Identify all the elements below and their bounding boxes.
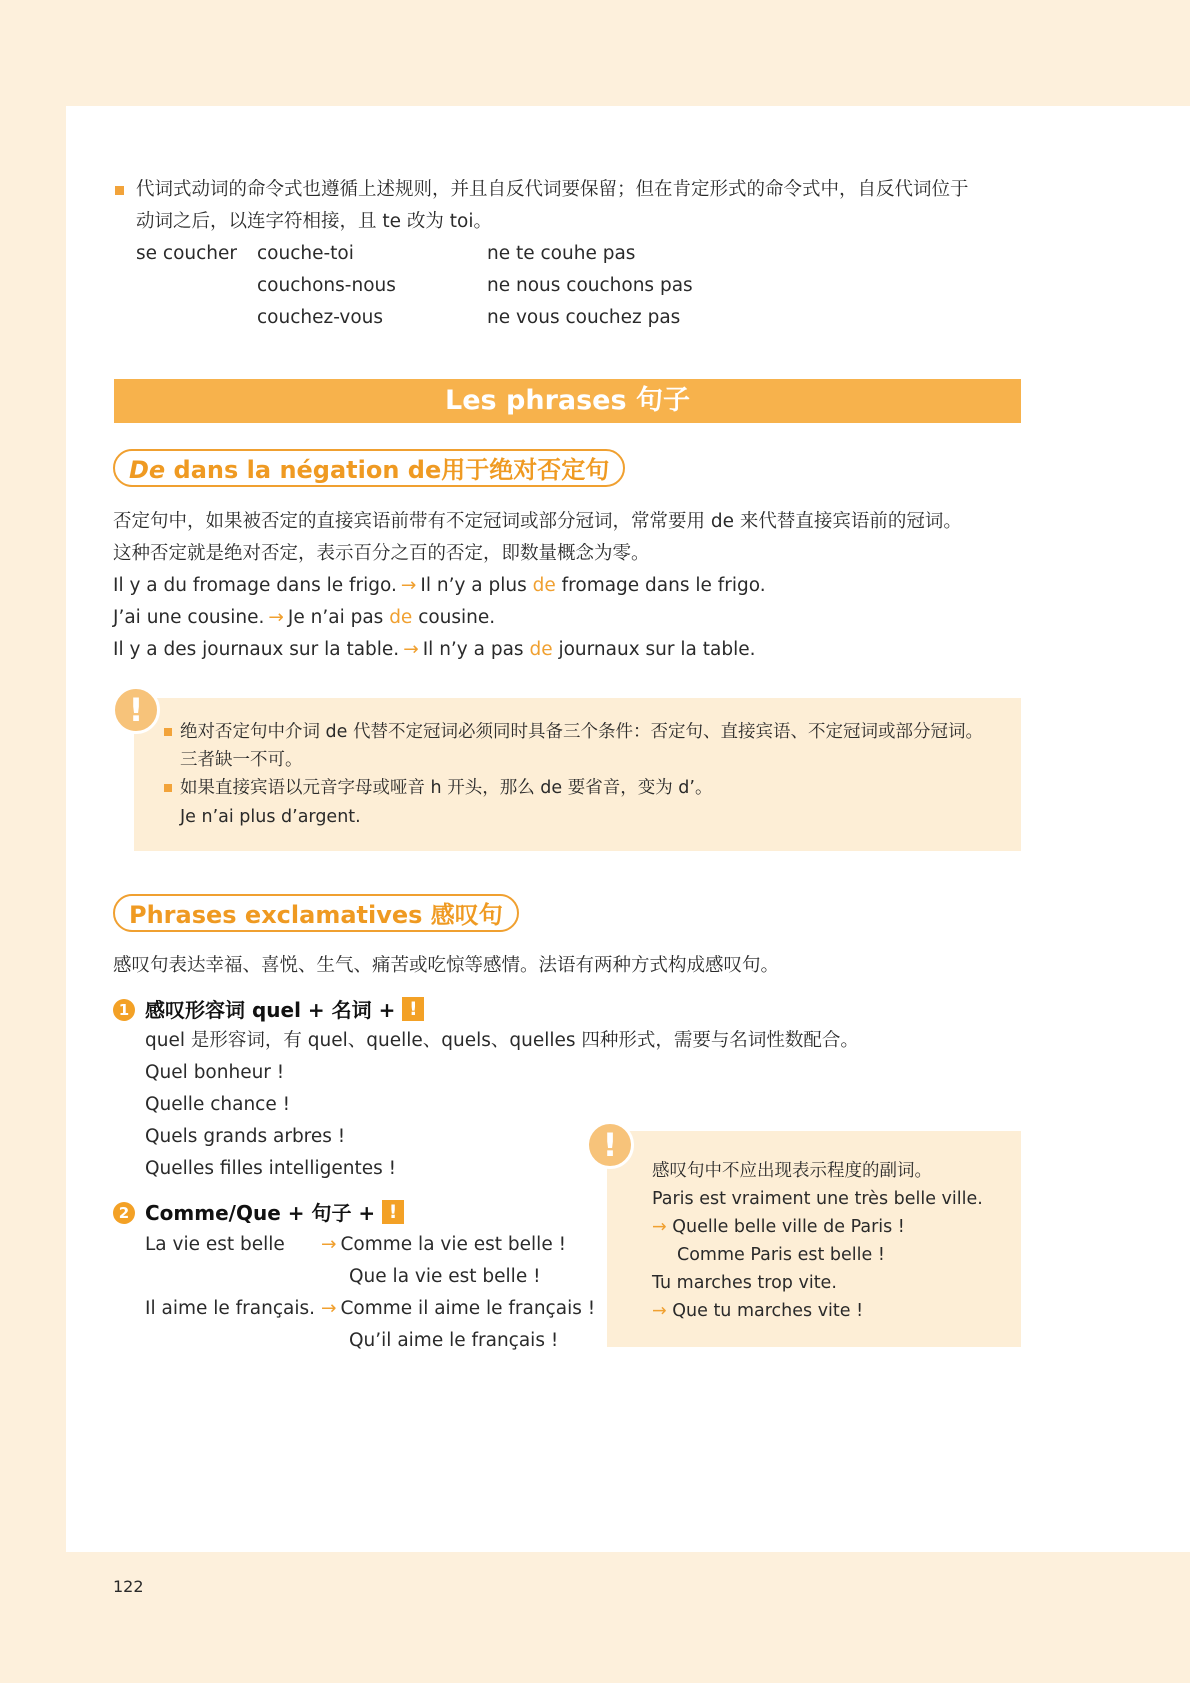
note2-line3-text: Quelle belle ville de Paris ! [672,1217,905,1237]
bullet-square-icon [164,784,172,792]
example-pre: Je n’ai pas [287,607,390,628]
exclamatives-intro: 感叹句表达幸福、喜悦、生气、痛苦或吃惊等感情。法语有两种方式构成感叹句。 [113,955,780,976]
note-bullet-1-line2: 三者缺一不可。 [180,750,303,770]
section-banner: Les phrases 句子 [114,379,1021,423]
item2-result-1a [321,1229,566,1261]
item1-example-3: Quels grands arbres ! [145,1126,346,1147]
warning-square-icon: ! [402,997,424,1021]
title-rest: dans la négation de用于绝对否定句 [165,456,610,484]
result-text: Comme il aime le français ! [340,1298,596,1319]
intro-pos-3: couchez-vous [257,307,384,328]
note2-line6 [652,1297,863,1325]
bullet-square-icon [164,728,172,736]
section-title-exclamatives [113,894,519,932]
arrow-icon: → [400,575,417,596]
negation-paragraph-2: 这种否定就是绝对否定，表示百分之百的否定，即数量概念为零。 [113,543,650,564]
title-italic: De [129,456,166,484]
warning-square-icon: ! [382,1200,404,1224]
item2-heading [145,1199,404,1227]
title-cn: 感叹句 [430,901,503,929]
result-text: Comme la vie est belle ! [340,1234,567,1255]
note2-line4: Comme Paris est belle ! [677,1245,885,1265]
arrow-icon: → [403,639,419,660]
example-pre: Il n’y a plus [420,575,533,596]
title-fr: Phrases exclamatives [129,901,431,929]
section-title-negation [113,449,625,487]
arrow-icon: → [652,1217,667,1237]
example-de: de [389,607,413,628]
item1-description: quel 是形容词，有 quel、quelle、quels、quelles 四种形式，需要与名词性数配合。 [145,1030,859,1051]
item2-source-1: La vie est belle [145,1234,285,1255]
note-bullet-1-line1: 绝对否定句中介词 de 代替不定冠词必须同时具备三个条件：否定句、直接宾语、不定冠词或部分冠词。 [180,722,983,742]
example-source: Il y a des journaux sur la table. [113,639,400,660]
note-bullet-2-line2: Je n’ai plus d’argent. [180,807,361,827]
negation-example-2 [113,602,495,634]
example-post: fromage dans le frigo. [555,575,766,596]
number-2-icon: 2 [113,1202,135,1224]
warning-icon: ! [112,686,160,734]
example-post: journaux sur la table. [552,639,756,660]
intro-text-line2: 动词之后，以连字符相接，且 te 改为 toi。 [136,211,492,232]
arrow-icon: → [321,1298,337,1319]
item1-heading [145,996,424,1024]
intro-neg-3: ne vous couchez pas [487,307,681,328]
negation-paragraph-1: 否定句中，如果被否定的直接宾语前带有不定冠词或部分冠词，常常要用 de 来代替直接宾语前的冠词。 [113,511,962,532]
item2-source-2: Il aime le français. [145,1298,315,1319]
example-pre: Il n’y a pas [422,639,530,660]
intro-pos-2: couchons-nous [257,275,396,296]
intro-text-line1: 代词式动词的命令式也遵循上述规则，并且自反代词要保留；但在肯定形式的命令式中，自反代词位于 [136,179,969,200]
negation-example-3 [113,634,755,666]
example-source: Il y a du fromage dans le frigo. [113,575,397,596]
arrow-icon: → [321,1234,337,1255]
arrow-icon: → [268,607,284,628]
note2-line3 [652,1213,905,1241]
warning-icon: ! [586,1121,634,1169]
example-source: J’ai une cousine. [113,607,265,628]
bullet-square-icon [115,186,124,195]
page-number: 122 [113,1577,144,1596]
intro-verb: se coucher [136,243,238,264]
intro-neg-1: ne te couhe pas [487,243,636,264]
note2-line6-text: Que tu marches vite ! [672,1301,864,1321]
intro-pos-1: couche-toi [257,243,354,264]
intro-neg-2: ne nous couchons pas [487,275,693,296]
example-de: de [529,639,553,660]
note-bullet-2-line1: 如果直接宾语以元音字母或哑音 h 开头，那么 de 要省音，变为 d’。 [180,778,713,798]
example-de: de [532,575,556,596]
example-post: cousine. [412,607,496,628]
note2-line5: Tu marches trop vite. [652,1273,837,1293]
negation-example-1 [113,570,766,602]
note2-line2: Paris est vraiment une très belle ville. [652,1189,983,1209]
number-1-icon: 1 [113,999,135,1021]
arrow-icon: → [652,1301,667,1321]
note2-line1: 感叹句中不应出现表示程度的副词。 [652,1161,932,1181]
item1-example-1: Quel bonheur ! [145,1062,285,1083]
item2-heading-text: Comme/Que + 句子 + [145,1201,383,1225]
item1-example-2: Quelle chance ! [145,1094,291,1115]
item2-result-2b: Qu’il aime le français ! [349,1330,559,1351]
item1-heading-text: 感叹形容词 quel + 名词 + [145,998,403,1022]
item2-result-2a [321,1293,595,1325]
item2-result-1b: Que la vie est belle ! [349,1266,541,1287]
item1-example-4: Quelles filles intelligentes ! [145,1158,397,1179]
